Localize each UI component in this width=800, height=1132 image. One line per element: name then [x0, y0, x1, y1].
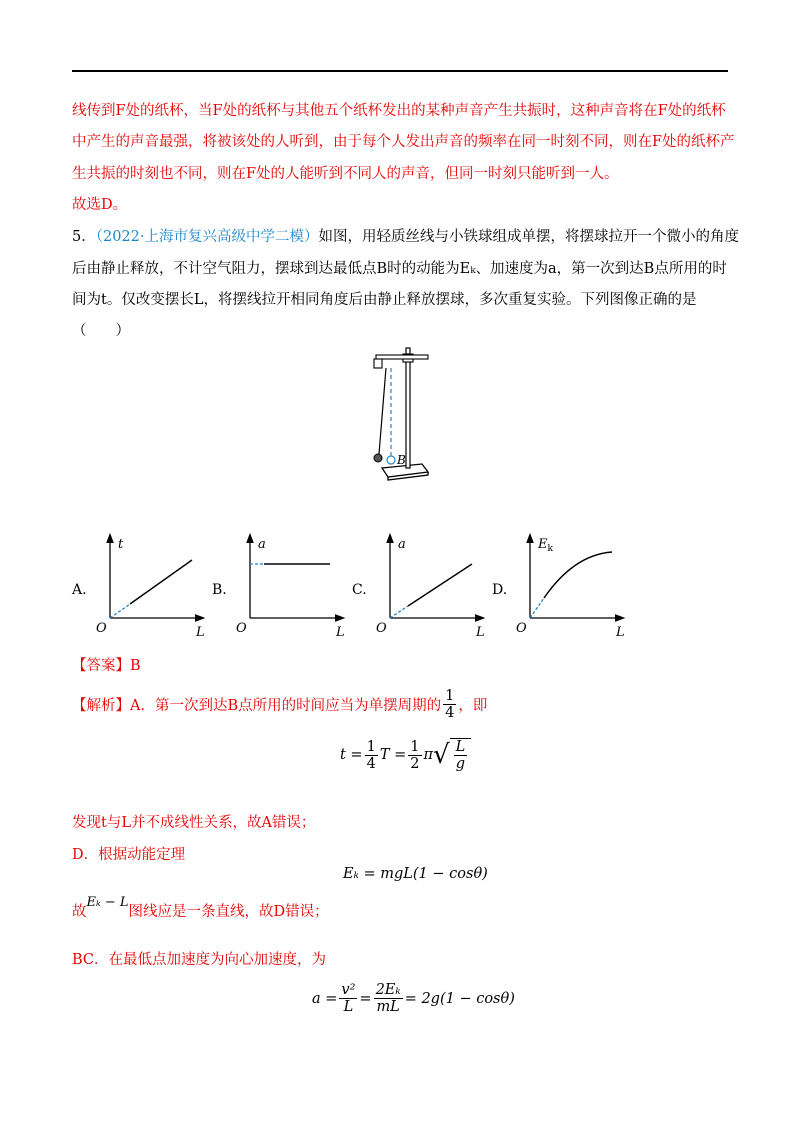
analysis-d-line [72, 895, 329, 921]
answer-tag: 【答案】 [72, 658, 130, 674]
option-b-graph [232, 532, 350, 640]
option-c-origin-label: O [376, 621, 387, 636]
period-formula: t = $\frac{1}{4}$ T = $\frac{1}{2}$ π √ $\frac{L}{g}$ [340, 738, 471, 772]
option-a-label: A. [72, 582, 87, 598]
option-a-origin-label: O [96, 621, 107, 636]
analysis-d-conclusion: 图线应是一条直线，故D错误； [128, 904, 329, 920]
option-c-y-axis-label: a [398, 537, 406, 552]
option-d-y-axis-label: $E_k$ [538, 537, 553, 554]
option-d-graph [512, 532, 630, 640]
answer-value: B [130, 658, 141, 674]
option-b-x-axis-label: L [336, 625, 345, 640]
intro-conclusion: 故选D。 [72, 197, 128, 213]
analysis-a-line [72, 688, 487, 721]
point-b-label: B [397, 453, 406, 467]
intro-line-1: 线传到F处的纸杯，当F处的纸杯与其他五个纸杯发出的某种声音产生共振时，这种声音将在F处的纸杯 [72, 103, 726, 119]
option-a-line [130, 560, 192, 604]
option-b-origin-label: O [236, 621, 247, 636]
option-a-graph [92, 532, 210, 640]
analysis-d-pre: 故 [72, 904, 87, 920]
analysis-a-conclusion: 发现t与L并不成线性关系，故A错误； [72, 815, 316, 831]
pendulum-figure [360, 340, 460, 490]
option-a-x-axis-label: L [196, 625, 205, 640]
option-a-y-axis-label: t [118, 537, 124, 552]
pendulum-ball [374, 454, 382, 462]
question-source: （2022·上海市复兴高级中学二模） [95, 229, 319, 245]
option-c-dashed-segment [390, 606, 408, 618]
kinetic-energy-formula: Eₖ = mgL(1 − cosθ) [343, 866, 488, 882]
option-a-dashed-segment [110, 604, 130, 618]
intro-line-3: 生共振的时刻也不同，则在F处的人能听到不同人的声音，但同一时刻只能听到一人。 [72, 166, 619, 182]
option-d-x-axis-label: L [616, 625, 625, 640]
option-b-y-axis-label: a [258, 537, 266, 552]
option-c-graph [372, 532, 490, 640]
question-number: 5． [72, 229, 96, 245]
option-b-label: B. [212, 582, 227, 598]
stand-rod [406, 348, 410, 468]
quarter-fraction: $\frac{1}{4}$ [445, 688, 455, 721]
analysis-tag: 【解析】 [72, 698, 130, 714]
pendulum-string [379, 368, 386, 454]
analysis-bc-text: BC．在最低点加速度为向心加速度，为 [72, 952, 327, 968]
answer-line [72, 654, 141, 675]
analysis-a-after: ，即 [458, 698, 488, 714]
header-rule [72, 70, 728, 72]
option-d-origin-label: O [516, 621, 527, 636]
analysis-d-text: D．根据动能定理 [72, 847, 186, 863]
stand-arm [376, 355, 428, 359]
option-d-label: D. [492, 582, 508, 598]
question-line-3: 间为t。仅改变摆长L，将摆线拉开相同角度后由静止释放摆球，多次重复实验。下列图像正确的是 [72, 292, 697, 308]
option-c-label: C. [352, 582, 367, 598]
analysis-a-text: A．第一次到达B点所用的时间应当为单摆周期的 [130, 698, 442, 714]
intro-line-2: 中产生的声音最强，将被该处的人听到，由于每个人发出声音的频率在同一时刻不同，则在F处的纸杯产 [72, 134, 735, 150]
question-line-1 [72, 225, 739, 246]
option-c-x-axis-label: L [476, 625, 485, 640]
option-c-line [408, 564, 472, 606]
question-line-2: 后由静止释放，不计空气阻力，摆球到达最低点B时的动能为Eₖ、加速度为a，第一次到达B点所用的时 [72, 261, 727, 277]
option-d-dashed-segment [530, 598, 544, 618]
centripetal-acceleration-formula: a = $\frac{\text{v²}}{L}$ = $\frac{\text{2Eₖ}}{mL}$ = 2g(1 − cosθ) [312, 982, 515, 1015]
lowest-point-b [387, 456, 395, 464]
answer-bracket: （ ） [72, 323, 130, 339]
question-text-1: 如图，用轻质丝线与小铁球组成单摆，将摆球拉开一个微小的角度 [318, 229, 739, 245]
option-d-curve [544, 552, 612, 598]
graph-name-ek-l: Eₖ − L [86, 895, 129, 910]
